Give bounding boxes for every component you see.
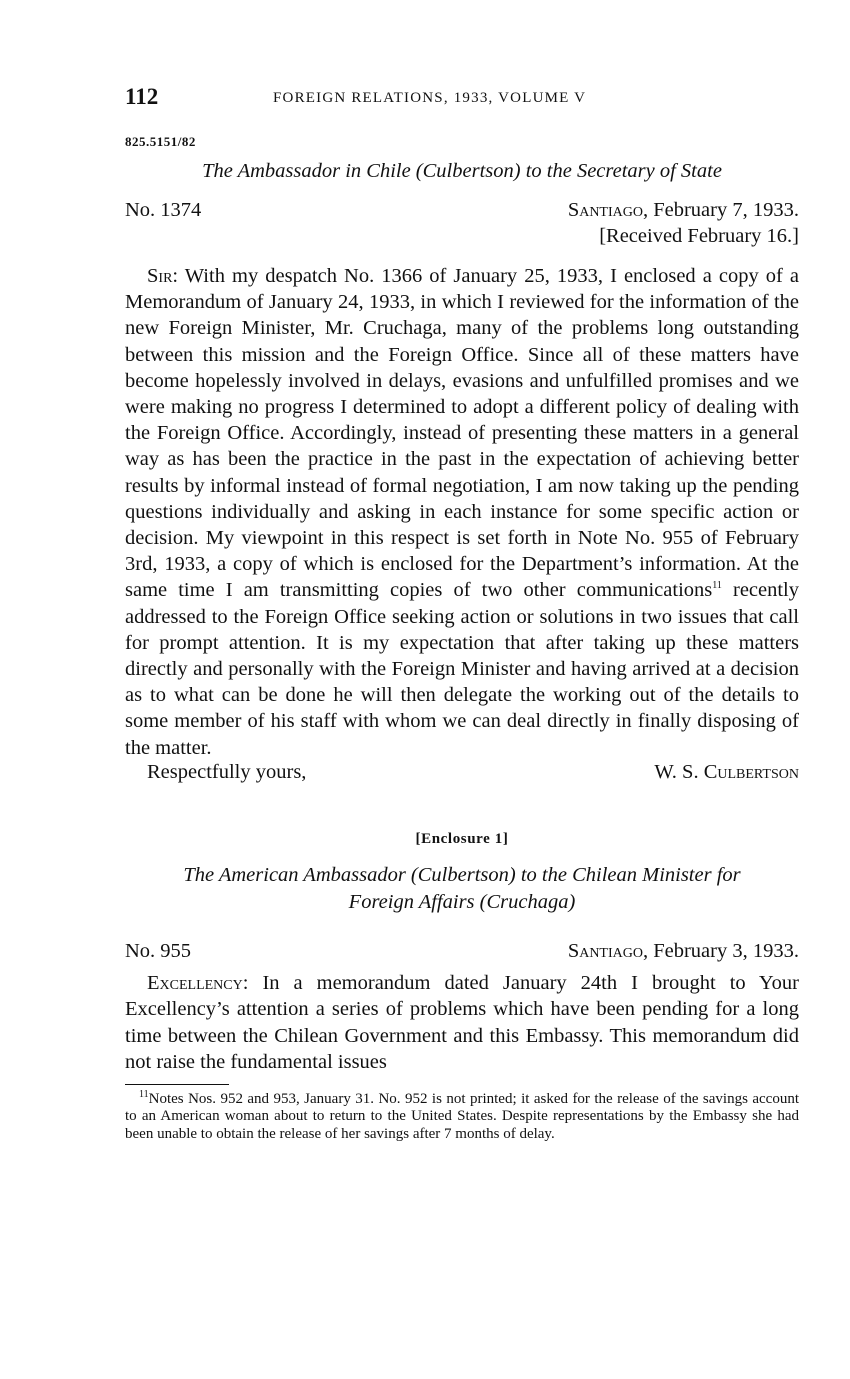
enclosure-title-line-2: Foreign Affairs (Cruchaga): [348, 890, 576, 913]
letter-body: [125, 263, 799, 761]
enclosure-label: [Enclosure 1]: [415, 830, 509, 847]
page-number: 112: [125, 84, 159, 109]
body-part-2: recently addressed to the Foreign Office seeking action or solutions in two issues that call for prompt attention. It is my expectation that after taking up these matters directly and personally with the Foreign Minister and having arrived at a decision as to what can be done he will then delegate the working out of the details to some member of his staff with whom we can deal directly in finally disposing of the matter.: [125, 579, 800, 759]
running-head: FOREIGN RELATIONS, 1933, VOLUME V: [273, 90, 587, 106]
enclosure-body: [125, 970, 799, 1076]
place-date: [568, 199, 799, 222]
date: , February 7, 1933.: [642, 199, 799, 221]
footnote: [125, 1088, 799, 1144]
enclosure-place-name: Santiago: [567, 939, 643, 962]
place-name: Santiago: [567, 199, 643, 221]
file-number: 825.5151/82: [125, 134, 196, 149]
enclosure-place-date: [568, 940, 799, 963]
complimentary-close: Respectfully yours,: [147, 760, 307, 783]
footnote-text: Notes Nos. 952 and 953, January 31. No. 952 is not printed; it asked for the release of the savings account to an American woman about to return to the United States. Despite representations by the Embassy she had been unable to obtain the release of her savings after 7 months of delay.: [125, 1090, 799, 1142]
footnote-marker: 11: [139, 1088, 149, 1100]
footnote-ref: 11: [712, 580, 722, 592]
page: [125, 84, 799, 1143]
enclosure-body-text: : In a memorandum dated January 24th I brought to Your Excellency’s attention a series of problems which have been pending for a long time between the Chilean Government and this Embassy. This memorandum did not raise the fundamental issues: [125, 971, 799, 1074]
note-number: No. 955: [125, 939, 192, 962]
footnote-rule: [125, 1084, 229, 1085]
dateline: [125, 199, 799, 253]
enclosure-title-line-1: The American Ambassador (Culbertson) to the Chilean Minister for: [183, 863, 741, 886]
enclosure-title: [125, 862, 799, 916]
enclosure-salutation: Excellency: [147, 971, 243, 994]
body-part-1: : With my despatch No. 1366 of January 25, 1933, I enclosed a copy of a Memorandum of January 24, 1933, in which I reviewed for the information of the new Foreign Minister, Mr. Cruchaga, many of the problems long outstanding between this mission and the Foreign Office. Since all of these matters have become hopelessly involved in delays, evasions and unfulfilled promises and we were making no progress I determined to adopt a different policy of dealing with the Foreign Office. Accordingly, instead of presenting these matters in a general way as has been the practice in the past in the expectation of achieving better results by informal instead of formal negotiation, I am now taking up the pending questions individually and asking in each instance for some specific action or decision. My viewpoint in this respect is set forth in Note No. 955 of February 3rd, 1933, a copy of which is enclosed for the Department’s information. At the same time I am transmitting copies of two other communications: [125, 265, 799, 602]
signature: W. S. Culbertson: [654, 760, 799, 783]
closing: [125, 761, 799, 791]
page-header: [125, 84, 799, 118]
salutation: Sir: [147, 265, 173, 287]
enclosure-dateline: [125, 940, 799, 968]
despatch-number: No. 1374: [125, 199, 202, 221]
received-date: [Received February 16.]: [599, 225, 799, 247]
document-title: The Ambassador in Chile (Culbertson) to the Secretary of State: [202, 160, 722, 182]
enclosure-date: , February 3, 1933.: [642, 939, 799, 962]
